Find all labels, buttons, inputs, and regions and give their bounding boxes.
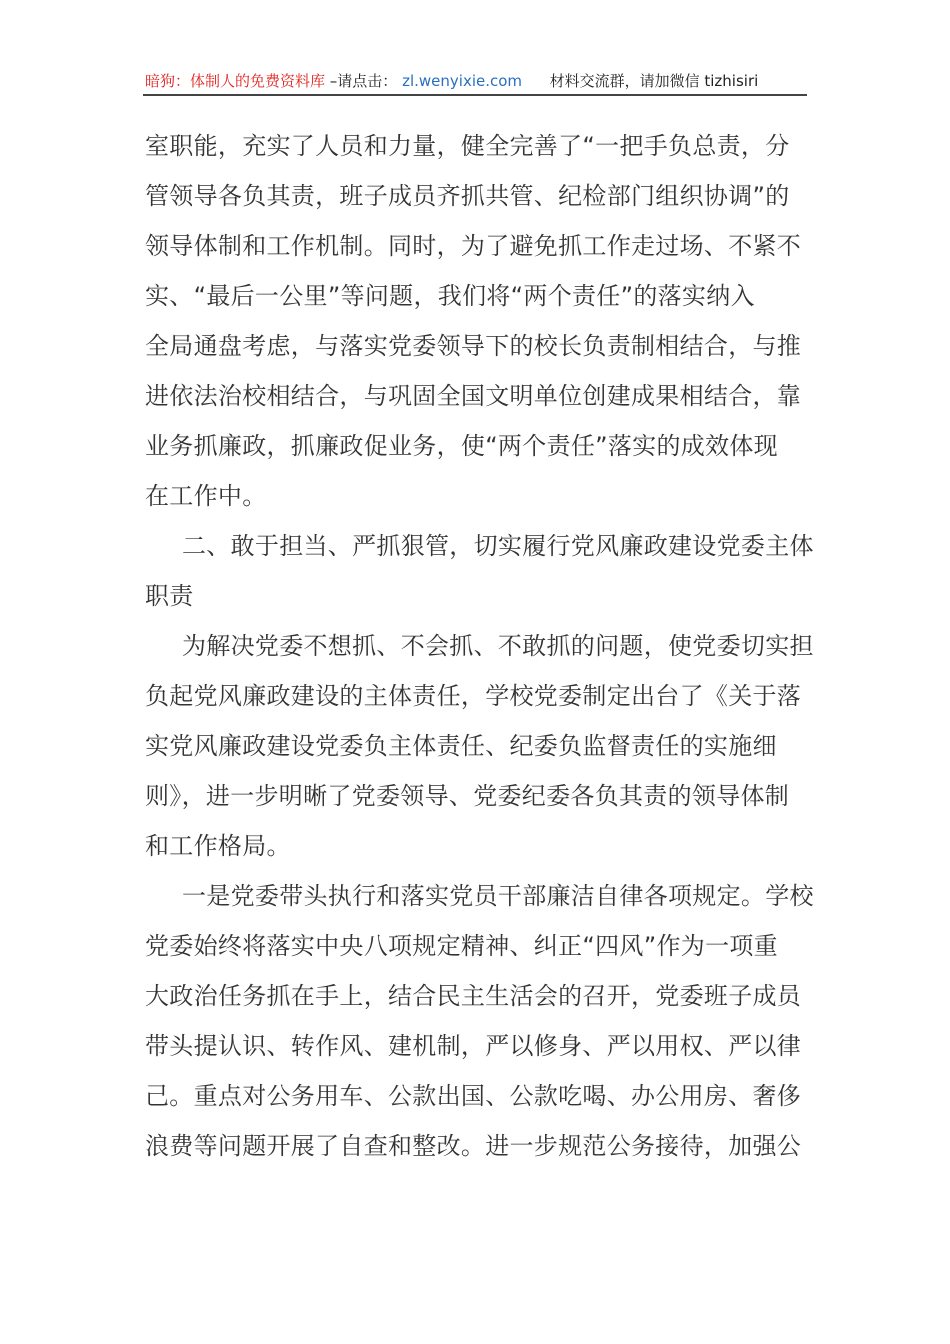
text-line: 己。重点对公务用车、公款出国、公款吃喝、办公用房、奢侈 <box>145 1082 802 1110</box>
text-line: 带头提认识、转作风、建机制，严以修身、严以用权、严以律 <box>145 1032 802 1060</box>
header-divider <box>143 94 807 96</box>
text-line: 实、“最后一公里”等问题，我们将“两个责任”的落实纳入 <box>145 282 755 310</box>
text-line: 职责 <box>145 582 194 610</box>
text-line: 为解决党委不想抓、不会抓、不敢抓的问题，使党委切实担 <box>182 632 814 660</box>
text-line: 一是党委带头执行和落实党员干部廉洁自律各项规定。学校 <box>182 882 814 910</box>
text-line: 进依法治校相结合，与巩固全国文明单位创建成果相结合，靠 <box>145 382 802 410</box>
header-click-prompt: –请点击： <box>329 72 398 90</box>
text-line: 全局通盘考虑，与落实党委领导下的校长负责制相结合，与推 <box>145 332 802 360</box>
page-header <box>145 68 805 94</box>
text-line: 管领导各负其责，班子成员齐抓共管、纪检部门组织协调”的 <box>145 182 790 210</box>
text-line: 负起党风廉政建设的主体责任，学校党委制定出台了《关于落 <box>145 682 802 710</box>
text-line: 业务抓廉政，抓廉政促业务，使“两个责任”落实的成效体现 <box>145 432 778 460</box>
text-line: 实党风廉政建设党委负主体责任、纪委负监督责任的实施细 <box>145 732 777 760</box>
header-contact: 材料交流群，请加微信 tizhisiri <box>549 72 759 90</box>
text-line: 党委始终将落实中央八项规定精神、纠正“四风”作为一项重 <box>145 932 778 960</box>
text-line: 领导体制和工作机制。同时，为了避免抓工作走过场、不紧不 <box>145 232 802 260</box>
document-body <box>145 121 815 1171</box>
text-line: 室职能，充实了人员和力量，健全完善了“一把手负总责，分 <box>145 132 790 160</box>
text-line: 大政治任务抓在手上，结合民主生活会的召开，党委班子成员 <box>145 982 802 1010</box>
text-line: 在工作中。 <box>145 482 267 510</box>
text-line: 和工作格局。 <box>145 832 291 860</box>
header-brand: 暗狗：体制人的免费资料库 <box>145 72 326 90</box>
text-line: 则》，进一步明晰了党委领导、党委纪委各负其责的领导体制 <box>145 782 790 810</box>
header-link[interactable]: zl.wenyixie.com <box>402 72 523 90</box>
text-line: 二、敢于担当、严抓狠管，切实履行党风廉政建设党委主体 <box>182 532 814 560</box>
text-line: 浪费等问题开展了自查和整改。进一步规范公务接待，加强公 <box>145 1132 802 1160</box>
